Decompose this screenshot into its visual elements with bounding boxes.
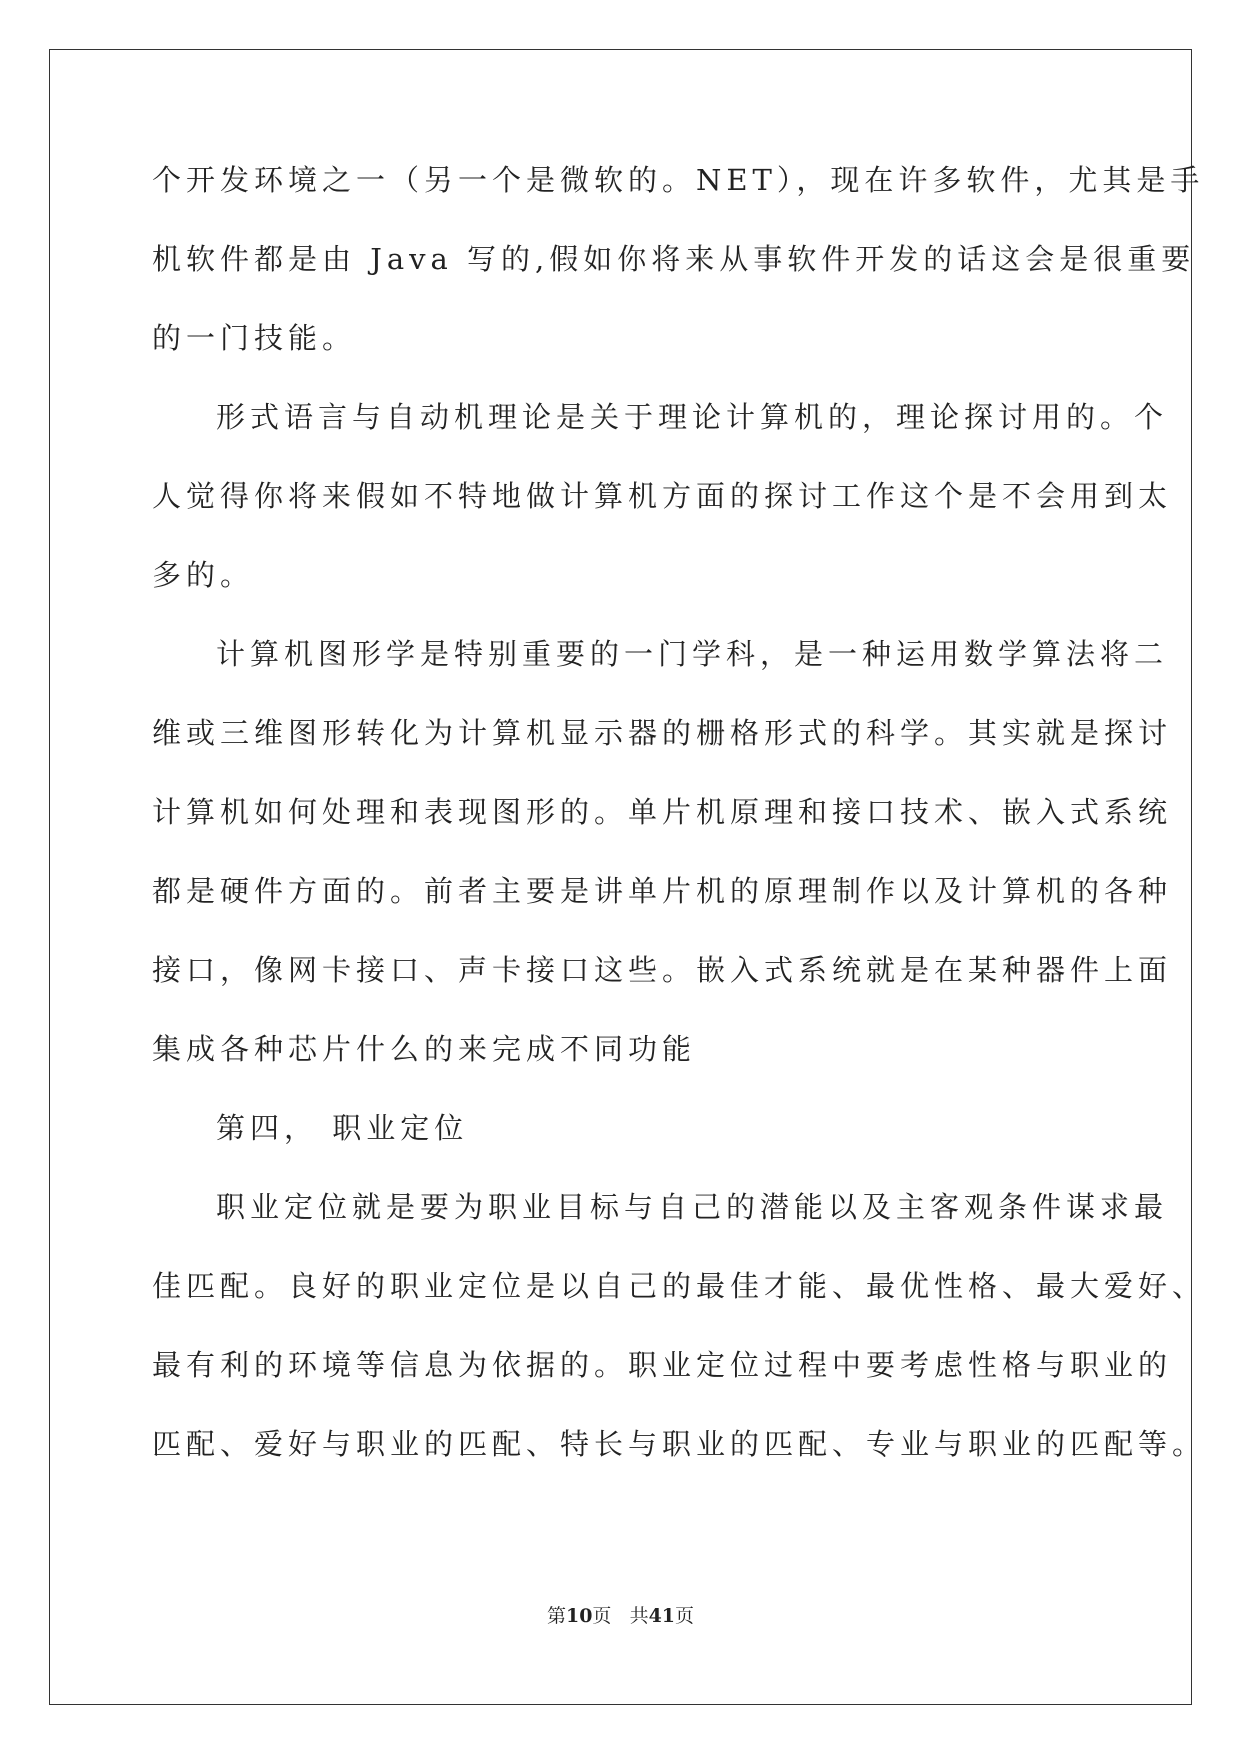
text-line: 匹配、爱好与职业的匹配、特长与职业的匹配、专业与职业的匹配等。 [152,1427,1207,1461]
text-line: 机软件都是由 Java 写的,假如你将来从事软件开发的话这会是很重要 [152,242,1196,276]
paragraph-start: 职业定位就是要为职业目标与自己的潜能以及主客观条件谋求最 [216,1190,1169,1224]
text-line: 接口，像网卡接口、声卡接口这些。嵌入式系统就是在某种器件上面 [152,953,1173,987]
text-line: 人觉得你将来假如不特地做计算机方面的探讨工作这个是不会用到太 [152,479,1173,513]
total-pages: 41 [648,1605,676,1627]
text-line: 佳匹配。良好的职业定位是以自己的最佳才能、最优性格、最大爱好、 [152,1269,1207,1303]
text-line: 都是硬件方面的。前者主要是讲单片机的原理制作以及计算机的各种 [152,874,1173,908]
paragraph-start: 形式语言与自动机理论是关于理论计算机的，理论探讨用的。个 [216,400,1169,434]
page-prefix: 第 [546,1605,566,1627]
text-line: 个开发环境之一（另一个是微软的。NET），现在许多软件，尤其是手 [152,163,1205,197]
paragraph-start: 计算机图形学是特别重要的一门学科，是一种运用数学算法将二 [216,637,1169,671]
page-suffix: 页 [592,1605,612,1627]
text-line: 集成各种芯片什么的来完成不同功能 [152,1032,697,1066]
text-line: 计算机如何处理和表现图形的。单片机原理和接口技术、嵌入式系统 [152,795,1173,829]
page-number: 10 [565,1605,593,1627]
section-heading: 第四， 职业定位 [216,1111,469,1145]
page-footer [0,1604,1241,1628]
total-suffix: 页 [675,1605,695,1627]
total-prefix: 共 [629,1605,649,1627]
text-line: 最有利的环境等信息为依据的。职业定位过程中要考虑性格与职业的 [152,1348,1173,1382]
text-line: 多的。 [152,558,255,592]
text-line: 维或三维图形转化为计算机显示器的栅格形式的科学。其实就是探讨 [152,716,1173,750]
text-line: 的一门技能。 [152,321,357,355]
